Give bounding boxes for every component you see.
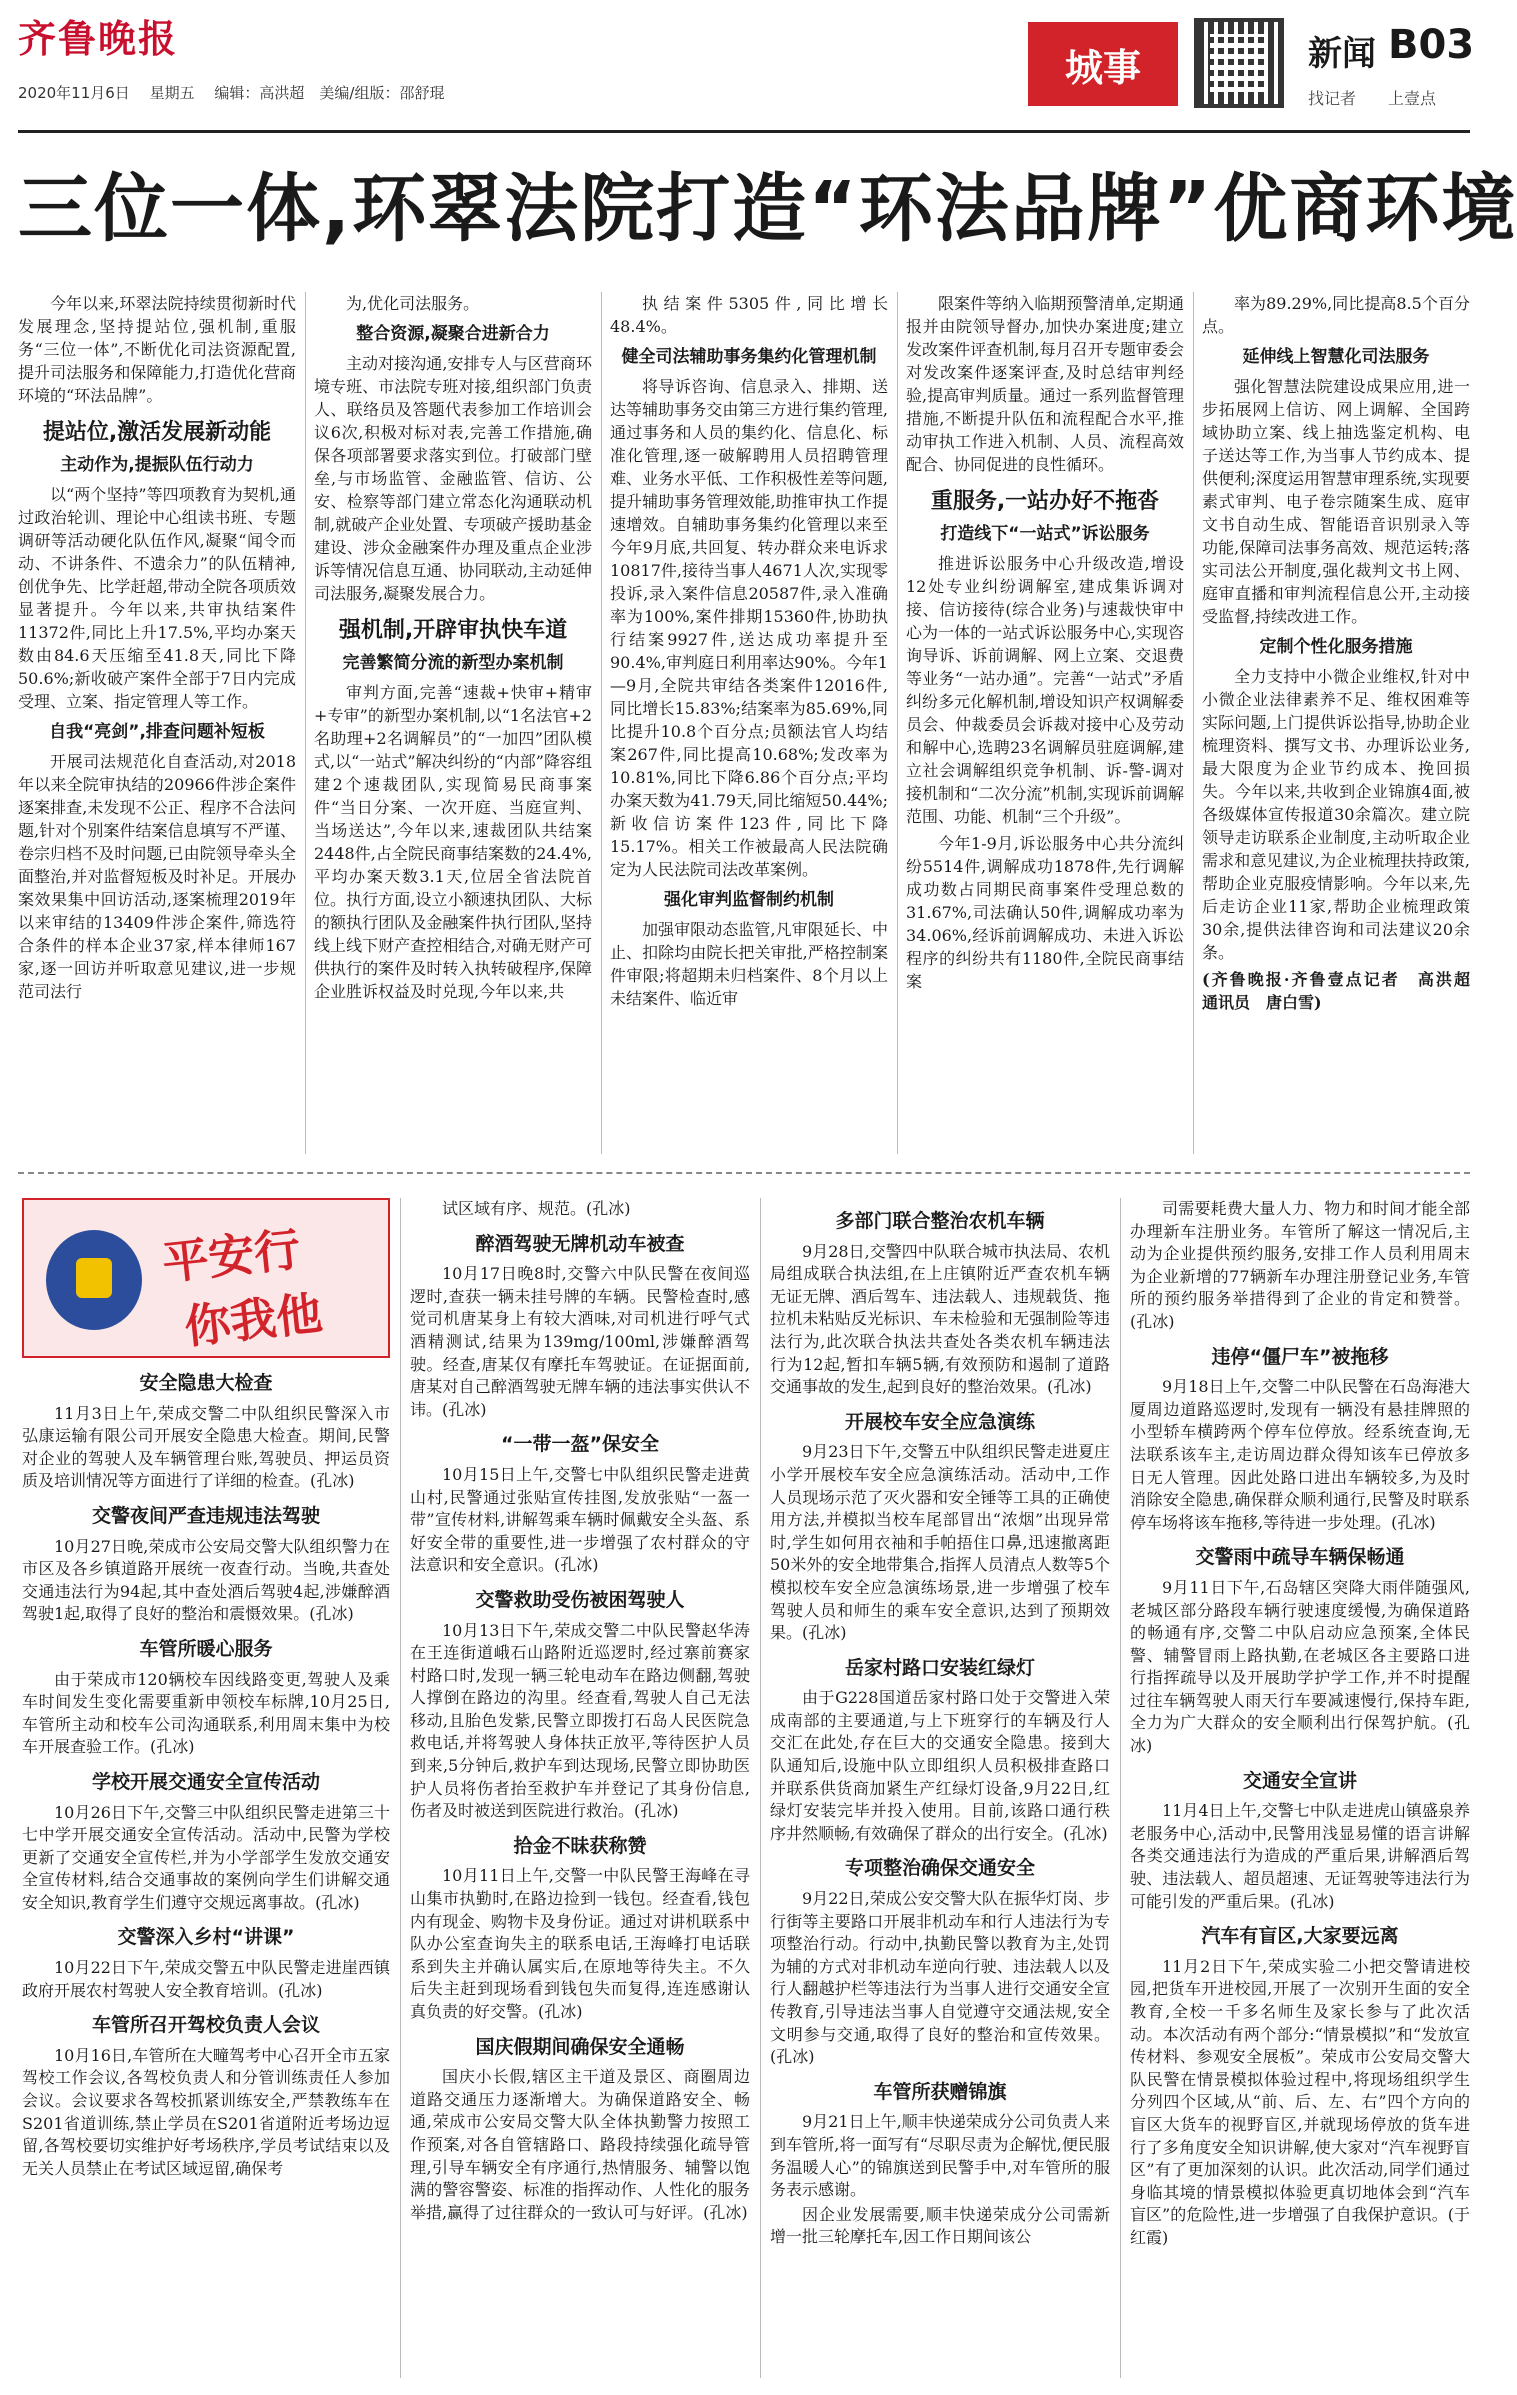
subheading: 自我“亮剑”,排查问题补短板 [49,722,265,742]
news-headline: 汽车有盲区,大家要远离 [1201,1925,1399,1948]
paragraph: 加强审限动态监管,凡审限延长、中止、扣除均由院长把关审批,严格控制案件审限;将超期未归档案件、8个月以上未结案件、临近审 [610,920,888,1008]
column-divider [897,292,898,1154]
page-number: B03 [1388,22,1475,68]
issue-weekday: 星期五 [149,84,195,102]
news-column-2 [410,1198,750,2388]
paragraph: 率为89.29%,同比提高8.5个百分点。 [1202,294,1470,336]
news-headline: 车管所暖心服务 [139,1637,273,1660]
paragraph: 为,优化司法服务。 [346,294,480,313]
section-tab: 城事 [1028,22,1178,106]
paragraph: 10月16日,车管所在大疃驾考中心召开全市五家驾校工作会议,各驾校负责人和分管训练责任人参加会议。会议要求各驾校抓紧训练安全,严禁教练车在S201省道训练,禁止学员在S201省道附近考场边逗留,各驾校要切实维护好考场秩序,学员考试结束以及无关人员禁止在考试区域逗留,确保考 [22,2045,390,2178]
column-divider [400,1198,401,2378]
news-headline: 学校开展交通安全宣传活动 [91,1770,320,1793]
section-heading: 重服务,一站办好不拖沓 [930,489,1160,514]
paragraph: 9月22日,荣成公安交警大队在振华灯岗、步行街等主要路口开展非机动车和行人违法行为专项整治行动。行动中,执勤民警以教育为主,处罚为辅的方式对非机动车逆向行驶、违法载人以及行人翻越护栏等违法行为当事人进行交通安全宣传教育,引导违法当事人自觉遵守交通法规,安全文明参与交通,取得了良好的整治和宣传效果。(孔冰) [770,1889,1110,2067]
paragraph: 由于荣成市120辆校车因线路变更,驾驶人及乘车时间发生变化需要重新申领校车标牌,10月25日,车管所主动和校车公司沟通联系,利用周末集中为校车开展查验工作。(孔冰) [22,1669,390,1757]
newspaper-logo: 齐鲁晚报 [18,17,179,61]
column-divider [1193,292,1194,1154]
subheading: 定制个性化服务措施 [1259,637,1413,657]
paragraph: 主动对接沟通,安排专人与区营商环境专班、市法院专班对接,组织部门负责人、联络员及答题代表参加工作培训会议6次,积极对标对表,完善工作措施,确保各项部署要求落实到位。打破部门壁垒,与市场监管、金融监管、信访、公安、检察等部门建立常态化沟通联动机制,就破产企业处置、专项破产援助基金建设、涉众金融案件办理及重点企业涉诉等情况信息互通、协同联动,主动延伸司法服务,凝聚发展合力。 [314,354,592,603]
paragraph: 10月13日下午,荣成交警二中队民警赵华涛在王连街道峨石山路附近巡逻时,经过寨前赛家村路口时,发现一辆三轮电动车在路边侧翻,驾驶人撑倒在路边的沟里。经查看,驾驶人自己无法移动,且胎色发紫,民警立即拨打石岛人民医院急救电话,并将驾驶人身体扶正放平,等待医护人员到来,5分钟后,救护车到达现场,民警立即协助医护人员将伤者抬至救护车并登记了其身份信息,伤者及时被送到医院进行救治。(孔冰) [410,1620,750,1821]
paragraph: 开展司法规范化自查活动,对2018年以来全院审执结的20966件涉企案件逐案排查,未发现不公正、程序不合法问题,针对个别案件结案信息填写不严谨、卷宗归档不及时问题,已由院领导牵头全面整治,并对监督短板及时补足。开展办案效果集中回访活动,逐案梳理2019年以来审结的13409件涉企案件,筛选符合条件的样本企业37家,样本律师167家,逐一回访并听取意见建议,进一步规范司法行 [18,752,296,1001]
paragraph: 9月28日,交警四中队联合城市执法局、农机局组成联合执法组,在上庄镇附近严查农机车辆无证无牌、酒后驾车、违法载人、违规载货、拖拉机未粘贴反光标识、车未检验和无强制险等违法行为,此次联合执法共查处各类农机车辆违法行为12起,暂扣车辆5辆,有效预防和遏制了道路交通事故的发生,起到良好的整治效果。(孔冰) [770,1241,1110,1397]
news-column-4 [1130,1198,1470,2388]
news-headline: 交警夜间严查违规违法驾驶 [91,1504,320,1527]
editor-credit: 编辑：高洪超 美编/组版：邵舒琨 [214,84,445,102]
qr-code-icon[interactable] [1194,18,1284,108]
paragraph: 10月11日上午,交警一中队民警王海峰在寻山集市执勤时,在路边捡到一钱包。经查看,钱包内有现金、购物卡及身份证。通过对讲机联系中队办公室查询失主的联系电话,王海峰打电话联系到失主并确认属实后,在原地等待失主。不久后失主赶到现场看到钱包失而复得,连连感谢认真负责的好交警。(孔冰) [410,1866,750,2021]
column-divider [601,292,602,1154]
paragraph: 11月3日上午,荣成交警二中队组织民警深入市弘康运输有限公司开展安全隐患大检查。期间,民警对企业的驾驶人及车辆管理台账,驾驶员、押运员资质及培训情况等方面进行了详细的检查。(孔冰) [22,1403,390,1491]
byline: (齐鲁晚报·齐鲁壹点记者 高洪超 通讯员 唐白雪) [1202,970,1487,1012]
paragraph: 试区域有序、规范。(孔冰) [442,1199,631,1218]
page-headline: 三位一体,环翠法院打造“环法品牌”优商环境 [18,166,1517,252]
promo-line-1: 平安行 [159,1221,303,1291]
paragraph: 审判方面,完善“速裁+快审+精审+专审”的新型办案机制,以“1名法官+2名助理+2名调解员”的“一加四”团队模式,以“一站式”解决纠纷的“内部”降容组建2个速裁团队,实现简易民商事案件“当日分案、一次开庭、当庭宣判、当场送达”,今年以来,速裁团队共结案2448件,占全院民商事结案数的24.4%,平均办案天数3.1天,位居全省法院首位。执行方面,设立小额速执团队、大标的额执行团队及金融案件执行团队,坚持线上线下财产查控相结合,对确无财产可供执行的案件及时转入执转破程序,保障企业胜诉权益及时兑现,今年以来,共 [314,683,592,1001]
paragraph: 以“两个坚持”等四项教育为契机,通过政治轮训、理论中心组读书班、专题调研等活动硬化队伍作风,凝聚“闻令而动、不讲条件、不遗余力”的队伍精神,创优争先、比学赶超,带动全院各项质效显著提升。今年以来,共审执结案件11372件,同比上升17.5%,平均办案天数由84.6天压缩至41.8天,同比下降50.6%;新收破产案件全部于7日内完成受理、立案、指定管理人等工作。 [18,485,296,711]
contact-line: 找记者 上壹点 [1308,89,1437,108]
paragraph: 国庆小长假,辖区主干道及景区、商圈周边道路交通压力逐渐增大。为确保道路安全、畅通,荣成市公安局交警大队全体执勤警力按照工作预案,对各自管辖路口、路段持续强化疏导管理,引导车辆安全有序通行,热情服务、辅警以饱满的警容警姿、标准的指挥动作、人性化的服务举措,赢得了过往群众的一致认可与好评。(孔冰) [410,2067,750,2222]
paragraph: 11月4日上午,交警七中队走进虎山镇盛泉养老服务中心,活动中,民警用浅显易懂的语言讲解各类交通违法行为造成的严重后果,讲解酒后驾驶、违法载人、超员超速、无证驾驶等违法行为可能引发的严重后果。(孔冰) [1130,1801,1470,1911]
police-badge-icon [46,1230,142,1330]
news-headline: 交警救助受伤被困驾驶人 [475,1588,685,1611]
paragraph: 9月11日下午,石岛辖区突降大雨伴随强风,老城区部分路段车辆行驶速度缓慢,为确保道路的畅通有序,交警二中队启动应急预案,全体民警、辅警冒雨上路执勤,在老城区各主要路口进行指挥疏导以及开展助学护学工作,并不时提醒过往车辆驾驶人雨天行车要减速慢行,保持车距,全力为广大群众的安全顺利出行保驾护航。(孔冰) [1130,1577,1470,1756]
news-headline: 安全隐患大检查 [139,1372,273,1394]
paragraph: 今年1-9月,诉讼服务中心共分流纠纷5514件,调解成功1878件,先行调解成功数占同期民商事案件受理总数的31.67%,司法确认50件,调解成功率为34.06%,经诉前调解成功、未进入诉讼程序的纠纷共有1180件,全院民商事结案 [906,834,1184,991]
subheading: 延伸线上智慧化司法服务 [1242,347,1430,367]
column-divider [760,1198,761,2378]
news-headline: 交通安全宣讲 [1242,1769,1357,1792]
section-heading: 强机制,开辟审执快车道 [338,618,568,643]
safety-promo-banner [22,1198,390,1358]
paragraph: 由于G228国道岳家村路口处于交警进入荣成南部的主要通道,与上下班穿行的车辆及行人交汇在此处,存在巨大的交通安全隐患。接到大队通知后,设施中队立即组织人员积极排查路口并联系供货商加紧生产红绿灯设备,9月22日,红绿灯安装完毕并投入使用。目前,该路口通行秩序井然顺畅,有效确保了群众的出行安全。(孔冰) [770,1688,1110,1843]
column-divider [1120,1198,1121,2378]
paragraph: 将导诉咨询、信息录入、排期、送达等辅助事务交由第三方进行集约管理,通过事务和人员的集约化、信息化、标准化管理,逐一破解聘用人员招聘管理难、业务水平低、工作积极性差等问题,提升辅助事务管理效能,助推审执工作提速增效。自辅助事务集约化管理以来至今年9月底,共回复、转办群众来电诉求10817件,接待当事人4671人次,实现零投诉,录入案件信息20587件,录入准确率为100%,案件排期15360件,协助执行结案9927件,送达成功率提升至90.4%,审判庭日利用率达90%。今年1—9月,全院共审结各类案件12016件,同比增长15.83%;结案率为85.69%,同比提升10.8个百分点;员额法官人均结案267件,同比提高10.68%;发改率为10.81%,同比下降6.86个百分点;平均办案天数为41.79天,同比缩短50.44%;新收信访案件123件,同比下降15.17%。相关工作被最高人民法院确定为人民法院司法改革案例。 [610,377,888,879]
subheading: 健全司法辅助事务集约化管理机制 [621,347,877,367]
news-headline: 拾金不昧获称赞 [513,1834,647,1857]
section-name: 新闻 [1308,34,1376,74]
paragraph: 因企业发展需要,顺丰快递荣成分公司需新增一批三轮摩托车,因工作日期间该公 [770,2204,1110,2247]
paragraph: 10月17日晚8时,交警六中队民警在夜间巡逻时,查获一辆未挂号牌的车辆。民警检查时,感觉司机唐某身上有较大酒味,对司机进行呼气式酒精测试,结果为139mg/100ml,涉嫌醉酒驾驶。经查,唐某仅有摩托车驾驶证。在证据面前,唐某对自己醉酒驾驶无牌车辆的违法事实供认不讳。(孔冰) [410,1264,750,1419]
paragraph: 司需要耗费大量人力、物力和时间才能全部办理新车注册业务。车管所了解这一情况后,主动为企业提供预约服务,安排工作人员利用周末为企业新增的77辆新车办理注册登记业务,车管所的预约服务举措得到了企业的肯定和赞誉。(孔冰) [1130,1199,1470,1331]
section-separator [18,1172,1470,1174]
paragraph: 10月26日下午,交警三中队组织民警走进第三十七中学开展交通安全宣传活动。活动中,民警为学校更新了交通安全宣传栏,并为小学部学生发放交通安全宣传材料,结合交通事故的案例向学生们讲解交通安全知识,教育学生们遵守交规远离事故。(孔冰) [22,1802,390,1912]
header-rule [18,130,1470,133]
news-headline: 车管所获赠锦旗 [873,2080,1007,2103]
article-column-2 [314,292,592,1154]
news-headline: 交警雨中疏导车辆保畅通 [1195,1546,1405,1569]
subheading: 主动作为,提振队伍行动力 [60,455,254,475]
paragraph: 执结案件5305件,同比增长48.4%。 [610,294,888,336]
subheading: 强化审判监督制约机制 [664,890,834,910]
news-headline: 交警深入乡村“讲课” [117,1926,295,1949]
article-column-4 [906,292,1184,1154]
paragraph: 限案件等纳入临期预警清单,定期通报并由院领导督办,加快办案进度;建立发改案件评查机制,每月召开专题审委会对发改案件逐案评查,及时总结审判经验,提高审判质量。通过一系列监督管理措施,不断提升队伍和流程配合水平,推动审执工作进入机制、人员、流程高效配合、协同促进的良性循环。 [906,294,1184,474]
news-headline: 国庆假期间确保安全通畅 [475,2035,685,2058]
article-column-5 [1202,292,1487,1154]
issue-date: 2020年11月6日 [18,84,130,102]
paragraph: 全力支持中小微企业维权,针对中小微企业法律素养不足、维权困难等实际问题,上门提供诉讼指导,协助企业梳理资料、撰写文书、办理诉讼业务,最大限度为企业节约成本、挽回损失。今年以来,共收到企业锦旗4面,被各级媒体宣传报道30余篇次。建立院领导走访联系企业制度,主动听取企业需求和意见建议,为企业梳理扶持政策,帮助企业克服疫情影响。今年以来,先后走访企业11家,帮助企业梳理政策30余,提供法律咨询和司法建议20余条。 [1202,667,1470,962]
news-headline: 专项整治确保交通安全 [844,1857,1035,1880]
news-headline: 违停“僵尸车”被拖移 [1211,1345,1389,1368]
paragraph: 10月22日下午,荣成交警五中队民警走进崖西镇政府开展农村驾驶人安全教育培训。(孔冰) [22,1958,390,2000]
paragraph: 9月21日上午,顺丰快递荣成分公司负责人来到车管所,将一面写有“尽职尽责为企解忧,便民服务温暖人心”的锦旗送到民警手中,对车管所的服务表示感谢。 [770,2112,1110,2200]
paragraph: 9月18日上午,交警二中队民警在石岛海港大厦周边道路巡逻时,发现有一辆没有悬挂牌照的小型轿车横跨两个停车位停放。经系统查询,无法联系该车主,走访周边群众得知该车已停放多日无人管理。因此处路口进出车辆较多,为及时消除安全隐患,确保群众顺利通行,民警及时联系停车场将该车拖移,等待进一步处理。(孔冰) [1130,1377,1470,1532]
news-headline: “一带一盔”保安全 [501,1433,659,1456]
news-headline: 醉酒驾驶无牌机动车被查 [475,1232,685,1255]
news-headline: 多部门联合整治农机车辆 [835,1210,1045,1232]
article-column-3 [610,292,888,1154]
subheading: 完善繁简分流的新型办案机制 [342,653,564,673]
section-heading: 提站位,激活发展新动能 [42,420,272,445]
paragraph: 10月15日上午,交警七中队组织民警走进黄山村,民警通过张贴宣传挂图,发放张贴“一盔一带”宣传材料,讲解驾乘车辆时佩戴安全头盔、系好安全带的重要性,进一步增强了农村群众的守法意识和安全意识。(孔冰) [410,1464,750,1575]
paragraph: 推进诉讼服务中心升级改造,增设12处专业纠纷调解室,建成集诉调对接、信访接待(综合业务)与速裁快审中心为一体的一站式诉讼服务中心,实现咨询导诉、诉前调解、网上立案、交退费等业务“一站办通”。完善“一站式”矛盾纠纷多元化解机制,增设知识产权调解委员会、仲裁委员会诉裁对接中心及劳动和解中心,选聘23名调解员驻庭调解,建立社会调解组织竞争机制、诉-警-调对接机制和“二次分流”机制,实现诉前调解范围、功能、机制“三个升级”。 [906,554,1184,826]
paragraph: 11月2日下午,荣成实验二小把交警请进校园,把货车开进校园,开展了一次别开生面的安全教育,全校一千多名师生及家长参与了此次活动。本次活动有两个部分:“情景模拟”和“发放宣传材料、参观安全展板”。荣成市公安局交警大队民警在情景模拟体验过程中,将现场组织学生分列四个区域,从“前、后、左、右”四个方向的盲区大货车的视野盲区,并就现场停放的货车进行了多角度安全知识讲解,使大家对“汽车视野盲区”有了更加深刻的认识。此次活动,同学们通过身临其境的情景模拟体验更真切地体会到“汽车盲区”的危险性,进一步增强了自我保护意识。(于红霞) [1130,1956,1470,2247]
news-headline: 开展校车安全应急演练 [844,1410,1035,1433]
dateline [18,82,444,103]
article-column-1 [18,292,296,1154]
news-column-3 [770,1198,1110,2388]
news-column-1 [22,1360,390,2390]
subheading: 打造线下“一站式”诉讼服务 [940,524,1150,544]
paragraph: 9月23日下午,交警五中队组织民警走进夏庄小学开展校车安全应急演练活动。活动中,工作人员现场示范了灭火器和安全锤等工具的正确使用方法,并模拟当校车尾部冒出“浓烟”出现异常时,学生如何用衣袖和手帕捂住口鼻,迅速撤离距50米外的安全地带集合,指挥人员清点人数等5个模拟校车安全应急演练场景,进一步增强了校车驾驶人员和师生的乘车安全意识,达到了预期效果。(孔冰) [770,1442,1110,1643]
subheading: 整合资源,凝聚合进新合力 [356,324,550,344]
masthead [18,8,1475,120]
news-headline: 车管所召开驾校负责人会议 [91,2014,320,2037]
paragraph: 强化智慧法院建设成果应用,进一步拓展网上信访、网上调解、全国跨域协助立案、线上抽选鉴定机构、电子送达等工作,为当事人节约成本、提供便利;深度运用智慧审理系统,实现要素式审判、电子卷宗随案生成、庭审文书自动生成、智能语音识别录入等功能,保障司法事务高效、规范运转;落实司法公开制度,强化裁判文书上网、庭审直播和审判流程信息公开,主动接受监督,持续改进工作。 [1202,377,1470,626]
column-divider [305,292,306,1154]
promo-line-2: 你我他 [181,1285,325,1355]
paragraph: 10月27日晚,荣成市公安局交警大队组织警力在市区及各乡镇道路开展统一夜查行动。当晚,共查处交通违法行为94起,其中查处酒后驾驶4起,涉嫌醉酒驾驶1起,取得了良好的整治和震慑效果。(孔冰) [22,1536,390,1624]
news-headline: 岳家村路口安装红绿灯 [844,1656,1035,1679]
paragraph: 今年以来,环翠法院持续贯彻新时代发展理念,坚持提站位,强机制,重服务“三位一体”,不断优化司法资源配置,提升司法服务和保障能力,打造优化营商环境的“环法品牌”。 [18,294,296,405]
